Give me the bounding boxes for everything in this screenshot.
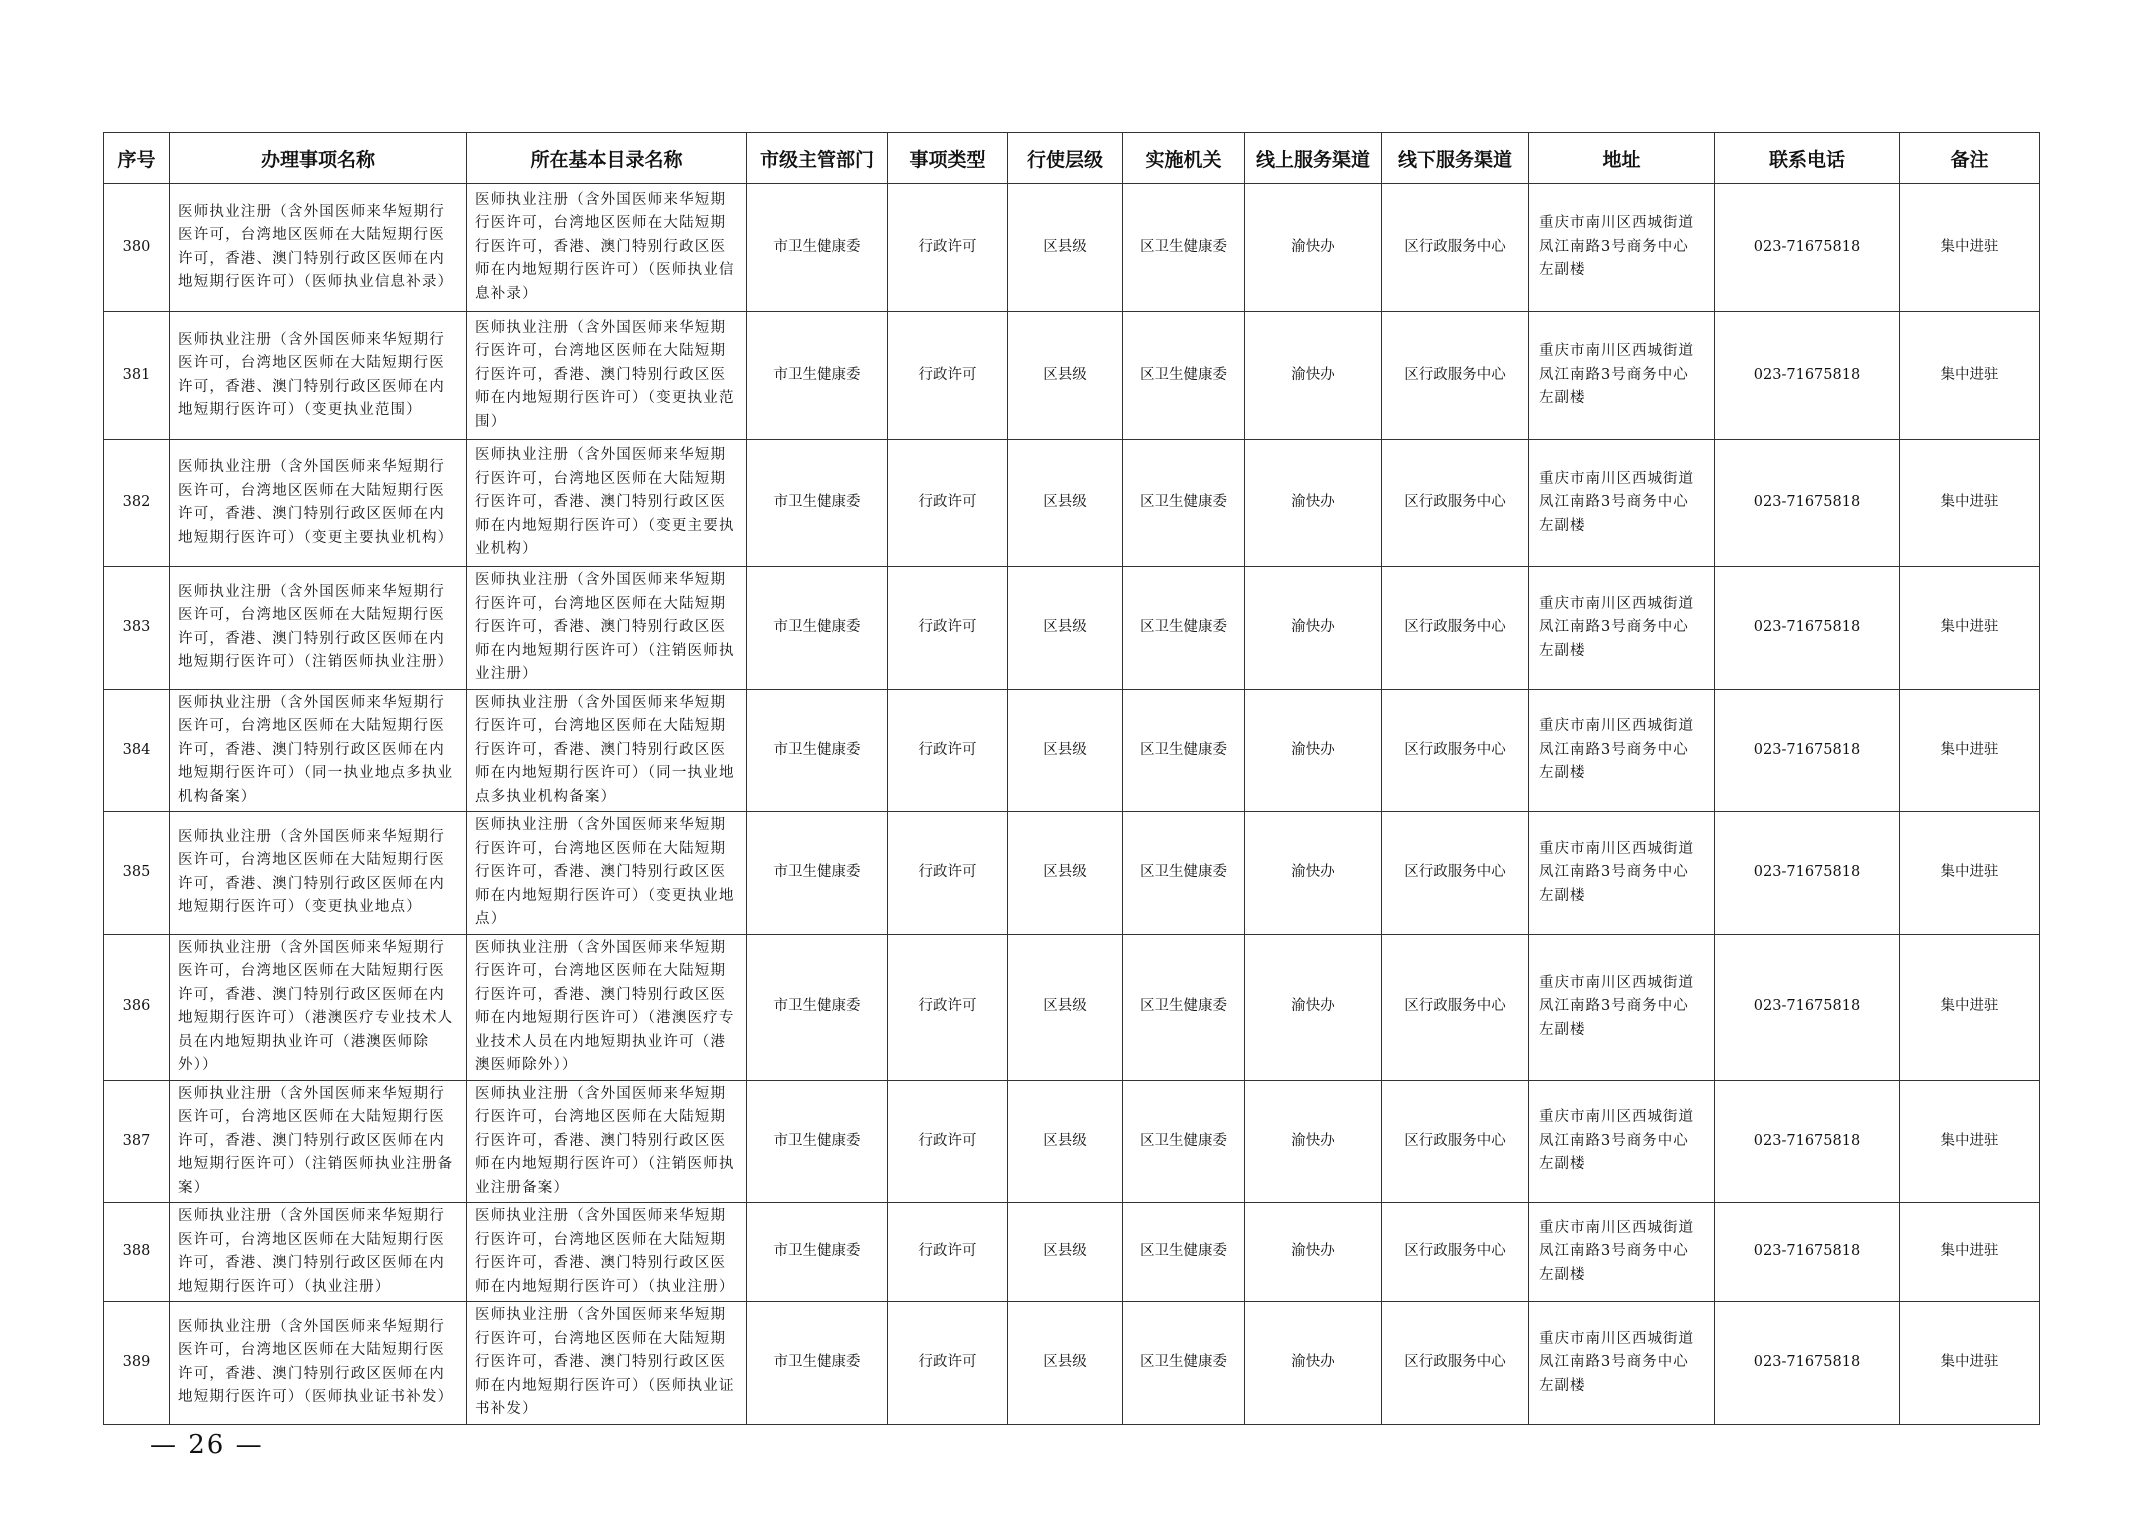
cell-note: 集中进驻 [1900,312,2040,440]
cell-note: 集中进驻 [1900,812,2040,935]
cell-no: 382 [104,440,170,567]
cell-item-type: 行政许可 [888,440,1008,567]
cell-no: 384 [104,689,170,812]
cell-no: 385 [104,812,170,935]
cell-level: 区县级 [1008,1302,1123,1425]
cell-phone: 023-71675818 [1715,1203,1900,1302]
cell-online-channel: 渝快办 [1245,689,1382,812]
cell-note: 集中进驻 [1900,1080,2040,1203]
cell-agency: 区卫生健康委 [1123,689,1245,812]
cell-agency: 区卫生健康委 [1123,1302,1245,1425]
cell-note: 集中进驻 [1900,1203,2040,1302]
cell-address: 重庆市南川区西城街道凤江南路3号商务中心左副楼 [1529,1080,1715,1203]
cell-offline-channel: 区行政服务中心 [1382,1203,1529,1302]
cell-agency: 区卫生健康委 [1123,934,1245,1080]
cell-level: 区县级 [1008,312,1123,440]
cell-agency: 区卫生健康委 [1123,567,1245,690]
cell-phone: 023-71675818 [1715,567,1900,690]
cell-department: 市卫生健康委 [747,184,888,312]
cell-item-type: 行政许可 [888,812,1008,935]
service-items-table [103,132,2040,1425]
cell-phone: 023-71675818 [1715,184,1900,312]
cell-level: 区县级 [1008,1203,1123,1302]
cell-level: 区县级 [1008,934,1123,1080]
cell-department: 市卫生健康委 [747,1203,888,1302]
header-address: 地址 [1529,133,1715,184]
cell-catalog-name: 医师执业注册（含外国医师来华短期行医许可，台湾地区医师在大陆短期行医许可，香港、澳门特别行政区医师在内地短期行医许可）（变更执业地点） [467,812,747,935]
header-item-name: 办理事项名称 [170,133,467,184]
page-number: — 26 — [150,1430,264,1460]
cell-agency: 区卫生健康委 [1123,184,1245,312]
header-no: 序号 [104,133,170,184]
cell-phone: 023-71675818 [1715,934,1900,1080]
cell-no: 387 [104,1080,170,1203]
cell-note: 集中进驻 [1900,689,2040,812]
cell-phone: 023-71675818 [1715,1080,1900,1203]
cell-address: 重庆市南川区西城街道凤江南路3号商务中心左副楼 [1529,440,1715,567]
cell-item-name: 医师执业注册（含外国医师来华短期行医许可，台湾地区医师在大陆短期行医许可，香港、澳门特别行政区医师在内地短期行医许可）（同一执业地点多执业机构备案） [170,689,467,812]
cell-phone: 023-71675818 [1715,312,1900,440]
cell-catalog-name: 医师执业注册（含外国医师来华短期行医许可，台湾地区医师在大陆短期行医许可，香港、澳门特别行政区医师在内地短期行医许可）（医师执业证书补发） [467,1302,747,1425]
cell-offline-channel: 区行政服务中心 [1382,440,1529,567]
cell-level: 区县级 [1008,689,1123,812]
header-catalog-name: 所在基本目录名称 [467,133,747,184]
cell-note: 集中进驻 [1900,184,2040,312]
cell-level: 区县级 [1008,184,1123,312]
table-header-row [104,133,2040,184]
cell-item-name: 医师执业注册（含外国医师来华短期行医许可，台湾地区医师在大陆短期行医许可，香港、澳门特别行政区医师在内地短期行医许可）（注销医师执业注册备案） [170,1080,467,1203]
cell-address: 重庆市南川区西城街道凤江南路3号商务中心左副楼 [1529,812,1715,935]
cell-offline-channel: 区行政服务中心 [1382,184,1529,312]
cell-no: 386 [104,934,170,1080]
cell-level: 区县级 [1008,1080,1123,1203]
header-phone: 联系电话 [1715,133,1900,184]
table-row [104,1080,2040,1203]
cell-department: 市卫生健康委 [747,812,888,935]
cell-online-channel: 渝快办 [1245,934,1382,1080]
cell-address: 重庆市南川区西城街道凤江南路3号商务中心左副楼 [1529,934,1715,1080]
table-row [104,689,2040,812]
cell-level: 区县级 [1008,567,1123,690]
header-level: 行使层级 [1008,133,1123,184]
cell-address: 重庆市南川区西城街道凤江南路3号商务中心左副楼 [1529,1203,1715,1302]
cell-catalog-name: 医师执业注册（含外国医师来华短期行医许可，台湾地区医师在大陆短期行医许可，香港、澳门特别行政区医师在内地短期行医许可）（同一执业地点多执业机构备案） [467,689,747,812]
table-row [104,812,2040,935]
cell-note: 集中进驻 [1900,440,2040,567]
cell-note: 集中进驻 [1900,567,2040,690]
cell-offline-channel: 区行政服务中心 [1382,312,1529,440]
cell-item-type: 行政许可 [888,1080,1008,1203]
cell-catalog-name: 医师执业注册（含外国医师来华短期行医许可，台湾地区医师在大陆短期行医许可，香港、澳门特别行政区医师在内地短期行医许可）（注销医师执业注册） [467,567,747,690]
cell-level: 区县级 [1008,812,1123,935]
table-row [104,440,2040,567]
cell-item-name: 医师执业注册（含外国医师来华短期行医许可，台湾地区医师在大陆短期行医许可，香港、澳门特别行政区医师在内地短期行医许可）（变更执业地点） [170,812,467,935]
cell-item-type: 行政许可 [888,184,1008,312]
cell-item-name: 医师执业注册（含外国医师来华短期行医许可，台湾地区医师在大陆短期行医许可，香港、澳门特别行政区医师在内地短期行医许可）（变更执业范围） [170,312,467,440]
table-row [104,1302,2040,1425]
cell-department: 市卫生健康委 [747,689,888,812]
cell-phone: 023-71675818 [1715,440,1900,567]
cell-online-channel: 渝快办 [1245,312,1382,440]
cell-offline-channel: 区行政服务中心 [1382,567,1529,690]
cell-agency: 区卫生健康委 [1123,812,1245,935]
cell-no: 389 [104,1302,170,1425]
cell-agency: 区卫生健康委 [1123,1080,1245,1203]
cell-item-name: 医师执业注册（含外国医师来华短期行医许可，台湾地区医师在大陆短期行医许可，香港、澳门特别行政区医师在内地短期行医许可）（注销医师执业注册） [170,567,467,690]
cell-offline-channel: 区行政服务中心 [1382,1080,1529,1203]
cell-catalog-name: 医师执业注册（含外国医师来华短期行医许可，台湾地区医师在大陆短期行医许可，香港、澳门特别行政区医师在内地短期行医许可）（港澳医疗专业技术人员在内地短期执业许可（港澳医师除外）） [467,934,747,1080]
cell-agency: 区卫生健康委 [1123,440,1245,567]
cell-phone: 023-71675818 [1715,1302,1900,1425]
table-row [104,184,2040,312]
cell-department: 市卫生健康委 [747,567,888,690]
cell-item-type: 行政许可 [888,689,1008,812]
cell-no: 383 [104,567,170,690]
cell-online-channel: 渝快办 [1245,1203,1382,1302]
cell-no: 380 [104,184,170,312]
table-row [104,567,2040,690]
cell-item-name: 医师执业注册（含外国医师来华短期行医许可，台湾地区医师在大陆短期行医许可，香港、澳门特别行政区医师在内地短期行医许可）（港澳医疗专业技术人员在内地短期执业许可（港澳医师除外）） [170,934,467,1080]
cell-phone: 023-71675818 [1715,812,1900,935]
cell-online-channel: 渝快办 [1245,1080,1382,1203]
cell-address: 重庆市南川区西城街道凤江南路3号商务中心左副楼 [1529,184,1715,312]
cell-catalog-name: 医师执业注册（含外国医师来华短期行医许可，台湾地区医师在大陆短期行医许可，香港、澳门特别行政区医师在内地短期行医许可）（执业注册） [467,1203,747,1302]
cell-agency: 区卫生健康委 [1123,1203,1245,1302]
cell-note: 集中进驻 [1900,1302,2040,1425]
header-item-type: 事项类型 [888,133,1008,184]
cell-department: 市卫生健康委 [747,440,888,567]
cell-address: 重庆市南川区西城街道凤江南路3号商务中心左副楼 [1529,567,1715,690]
cell-department: 市卫生健康委 [747,312,888,440]
cell-no: 388 [104,1203,170,1302]
cell-agency: 区卫生健康委 [1123,312,1245,440]
header-offline-channel: 线下服务渠道 [1382,133,1529,184]
cell-item-type: 行政许可 [888,1302,1008,1425]
cell-no: 381 [104,312,170,440]
cell-offline-channel: 区行政服务中心 [1382,812,1529,935]
cell-item-name: 医师执业注册（含外国医师来华短期行医许可，台湾地区医师在大陆短期行医许可，香港、澳门特别行政区医师在内地短期行医许可）（医师执业证书补发） [170,1302,467,1425]
document-table-container [103,132,2039,1425]
header-note: 备注 [1900,133,2040,184]
cell-catalog-name: 医师执业注册（含外国医师来华短期行医许可，台湾地区医师在大陆短期行医许可，香港、澳门特别行政区医师在内地短期行医许可）（变更主要执业机构） [467,440,747,567]
cell-online-channel: 渝快办 [1245,567,1382,690]
cell-department: 市卫生健康委 [747,1080,888,1203]
cell-catalog-name: 医师执业注册（含外国医师来华短期行医许可，台湾地区医师在大陆短期行医许可，香港、澳门特别行政区医师在内地短期行医许可）（医师执业信息补录） [467,184,747,312]
cell-address: 重庆市南川区西城街道凤江南路3号商务中心左副楼 [1529,312,1715,440]
cell-item-type: 行政许可 [888,1203,1008,1302]
cell-address: 重庆市南川区西城街道凤江南路3号商务中心左副楼 [1529,689,1715,812]
table-body [104,184,2040,1425]
cell-item-type: 行政许可 [888,567,1008,690]
cell-offline-channel: 区行政服务中心 [1382,1302,1529,1425]
cell-level: 区县级 [1008,440,1123,567]
cell-catalog-name: 医师执业注册（含外国医师来华短期行医许可，台湾地区医师在大陆短期行医许可，香港、澳门特别行政区医师在内地短期行医许可）（变更执业范围） [467,312,747,440]
cell-online-channel: 渝快办 [1245,812,1382,935]
cell-department: 市卫生健康委 [747,1302,888,1425]
cell-item-name: 医师执业注册（含外国医师来华短期行医许可，台湾地区医师在大陆短期行医许可，香港、澳门特别行政区医师在内地短期行医许可）（变更主要执业机构） [170,440,467,567]
cell-note: 集中进驻 [1900,934,2040,1080]
cell-online-channel: 渝快办 [1245,1302,1382,1425]
cell-phone: 023-71675818 [1715,689,1900,812]
cell-item-type: 行政许可 [888,934,1008,1080]
cell-address: 重庆市南川区西城街道凤江南路3号商务中心左副楼 [1529,1302,1715,1425]
cell-offline-channel: 区行政服务中心 [1382,934,1529,1080]
table-row [104,312,2040,440]
table-row [104,934,2040,1080]
cell-online-channel: 渝快办 [1245,184,1382,312]
header-agency: 实施机关 [1123,133,1245,184]
cell-catalog-name: 医师执业注册（含外国医师来华短期行医许可，台湾地区医师在大陆短期行医许可，香港、澳门特别行政区医师在内地短期行医许可）（注销医师执业注册备案） [467,1080,747,1203]
cell-item-name: 医师执业注册（含外国医师来华短期行医许可，台湾地区医师在大陆短期行医许可，香港、澳门特别行政区医师在内地短期行医许可）（医师执业信息补录） [170,184,467,312]
cell-online-channel: 渝快办 [1245,440,1382,567]
cell-offline-channel: 区行政服务中心 [1382,689,1529,812]
header-online-channel: 线上服务渠道 [1245,133,1382,184]
header-department: 市级主管部门 [747,133,888,184]
table-row [104,1203,2040,1302]
cell-item-name: 医师执业注册（含外国医师来华短期行医许可，台湾地区医师在大陆短期行医许可，香港、澳门特别行政区医师在内地短期行医许可）（执业注册） [170,1203,467,1302]
cell-item-type: 行政许可 [888,312,1008,440]
cell-department: 市卫生健康委 [747,934,888,1080]
